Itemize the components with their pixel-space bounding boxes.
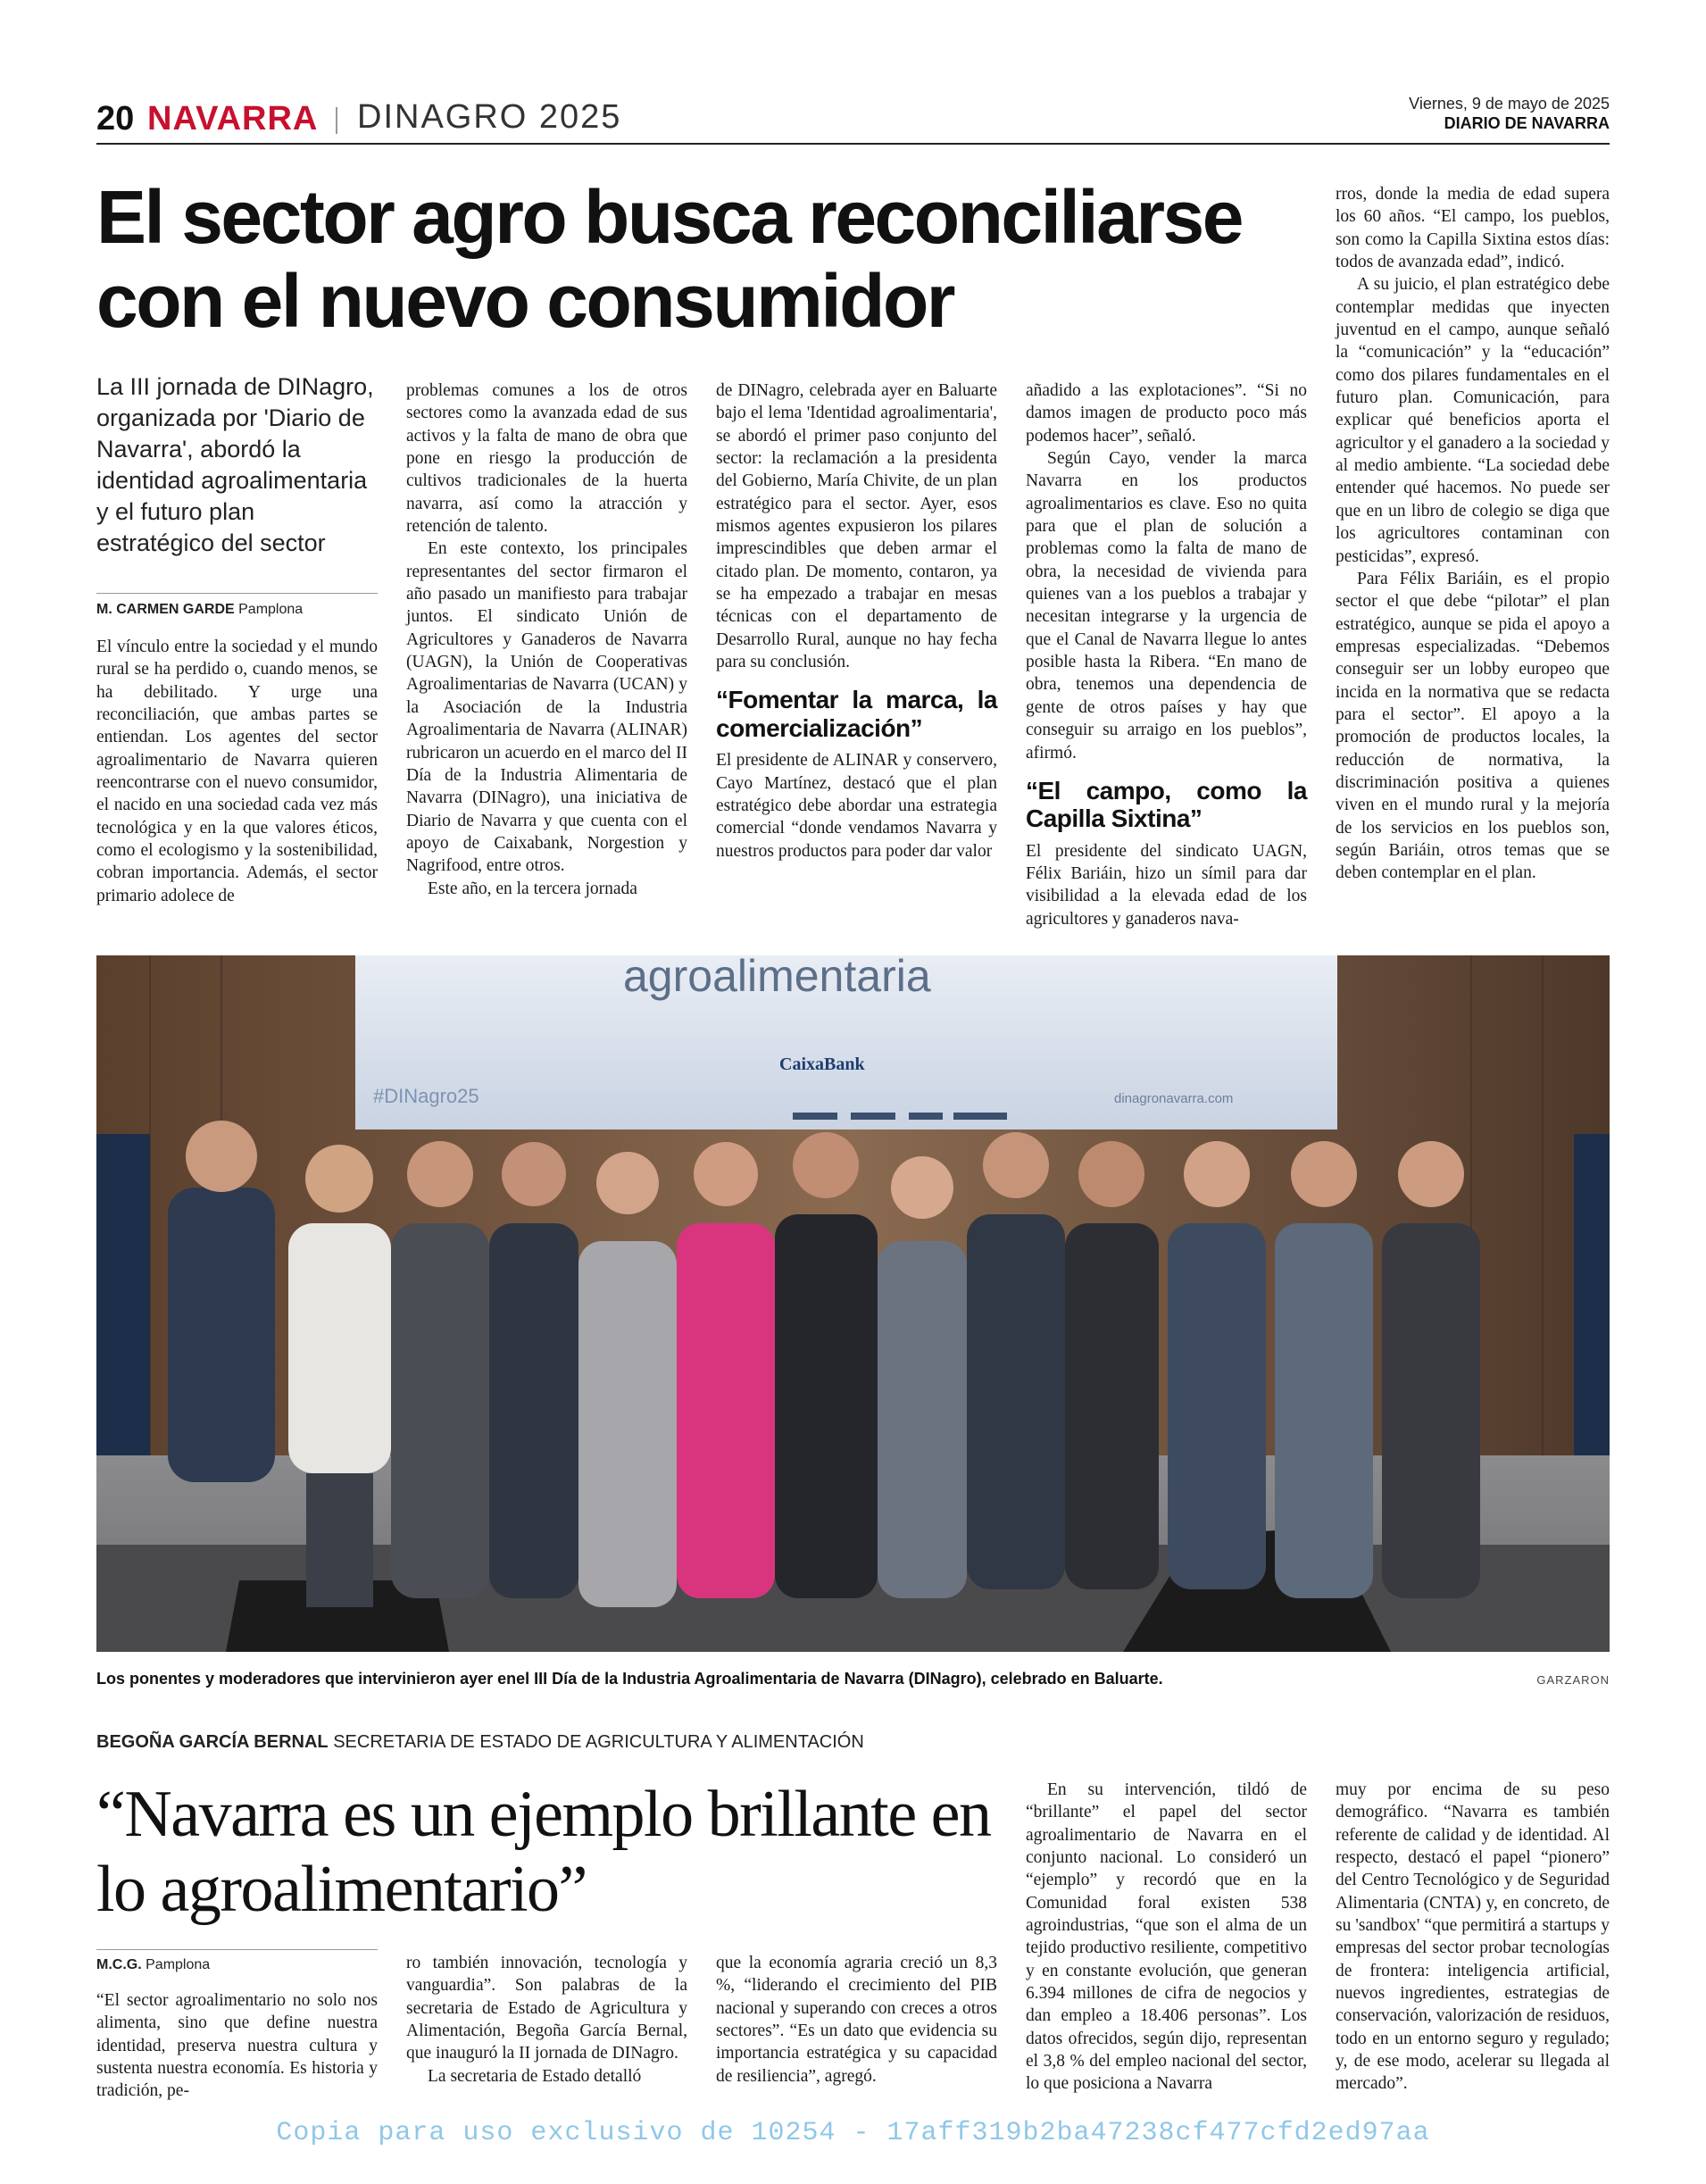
left-banner [96,1134,150,1509]
byline-rule [96,1949,378,1950]
article1-column-2 [406,379,687,900]
kicker-name: BEGOÑA GARCÍA BERNAL [96,1732,329,1752]
article1-column-1 [96,636,378,907]
byline [96,602,303,618]
byline-author: M. CARMEN GARDE [96,602,235,617]
header-separator [336,107,337,134]
article1-column-3 [716,379,997,863]
paragraph: Según Cayo, vender la marca Navarra en los productos agroalimentarios es clave. Eso no quita para que el plan de solución a problemas como la falta de mano de obra, la necesidad de vivienda para quienes van a los pueblos a trabajar y necesitan integrarse y la urgencia de que el Canal de Navarra llegue lo antes posible hasta la Ribera. “En mano de obra, tenemos una dependencia de gente de otros países y hay que conseguir su arraigo en los pueblos”, afirmó. [1026,449,1307,763]
section-title: NAVARRA [147,100,319,138]
paragraph: de DINagro, celebrada ayer en Baluarte bajo el lema 'Identidad agroalimentaria', se abordó el primer paso conjunto del sector: la reclamación a la presidenta del Gobierno, María Chivite, de un plan estratégico para el sector. Ayer, esos mismos agentes expusieron los pilares imprescindibles que deben armar el citado plan. De momento, contaron, ya se ha empezado a trabajar en mesas técnicas con el departamento de Desarrollo Rural, aunque no hay fecha para su conclusión. [716,381,997,672]
paragraph: ro también innovación, tecnología y vanguardia”. Son palabras de la secretaria de Estado de Agricultura y Alimentación, Begoña García Bernal, que inauguró la II jornada de DINagro. [406,1954,687,2063]
paragraph: En este contexto, los principales representantes del sector firmaron el año pasado un manifiesto para trabajar juntos. El sindicato Unión de Agricultores y Ganaderos de Navarra (UAGN), la Unión de Cooperativas Agroalimentarias de Navarra (UCAN) y la Asociación de la Industria Agroalimentaria de Navarra (ALINAR) rubricaron un acuerdo en el marco del II Día de la Industria Alimentaria de Navarra (DINagro), una iniciativa de Diario de Navarra y que cuenta con el apoyo de Caixabank, Norgestion y Nagrifood, entre otros. [406,539,687,876]
article-dek: La III jornada de DINagro, organizada por 'Diario de Navarra', abordó la identidad agroalimentaria y el futuro plan estratégico del sector [96,373,374,557]
photo-caption: Los ponentes y moderadores que intervinieron ayer enel III Día de la Industria Agroalimentaria de Navarra (DINagro), celebrado en Baluarte. [96,1670,1163,1688]
screen-website: dinagronavarra.com [1114,1091,1234,1106]
paragraph: problemas comunes a los de otros sectores como la avanzada edad de sus activos y la falta de mano de obra que pone en riesgo la producción de cultivos tradicionales de la huerta navarra, así como la atracción y retención de talento. [406,381,687,537]
publication-date: Viernes, 9 de mayo de 2025 [1409,95,1610,113]
screen-hashtag: #DINagro25 [373,1085,479,1107]
right-banner [1574,1134,1610,1491]
subhead: “El campo, como la Capilla Sixtina” [1026,776,1307,833]
copy-watermark: Copia para uso exclusivo de 10254 - 17aff319b2ba47238cf477cfd2ed97aa [276,2118,1430,2148]
paragraph: El presidente del sindicato UAGN, Félix Bariáin, hizo un símil para dar visibilidad a la elevada edad de los agricultores y ganaderos nava- [1026,841,1307,929]
group-photo-illustration [96,955,1610,1652]
subsection-title: DINAGRO 2025 [357,98,622,136]
subhead: “Fomentar la marca, la comercialización” [716,686,997,742]
article2-column-5 [1336,1779,1610,2096]
header-rule [96,143,1610,145]
article2-column-2 [406,1952,687,2088]
kicker-role: SECRETARIA DE ESTADO DE AGRICULTURA Y ALIMENTACIÓN [333,1732,864,1752]
byline-rule [96,593,378,594]
article-headline: El sector agro busca reconciliarse con el nuevo consumidor [96,175,1242,344]
paragraph: A su juicio, el plan estratégico debe contemplar medidas que inyecten juventud en el campo, aunque señaló la “comunicación” y la “educación” como dos pilares fundamentales en el futuro plan. Comunicación, para explicar qué beneficios aporta el agricultor y el ganadero a la sociedad y al medio ambiente. “La sociedad debe entender qué hacemos. No puede ser que en un libro de colegio se diga que los agricultores contaminan con pesticidas”, expresó. [1336,275,1610,566]
article2-column-4 [1026,1779,1307,2096]
page-number: 20 [96,100,135,138]
paragraph: En su intervención, tildó de “brillante” el papel del sector agroalimentario de Navarra en el conjunto nacional. Lo consideró un “ejemplo” y recordó que en la Comunidad foral existen 538 agroindustrias, “que son el alma de un tejido productivo resiliente, competitivo y en constante evolución, que generan 6.394 millones de cifra de negocios y dan empleo a 18.406 personas”. Los datos ofrecidos, según dijo, representan el 3,8 % del empleo nacional del sector, lo que posiciona a Navarra [1026,1780,1307,2094]
paragraph: La secretaria de Estado detalló [428,2066,642,2086]
paragraph: rros, donde la media de edad supera los 60 años. “El campo, los pueblos, son como la Capilla Sixtina estos días: todos de avanzada edad”, indicó. [1336,185,1610,272]
byline-place: Pamplona [238,602,304,617]
paragraph: Para Félix Bariáin, es el propio sector el que debe “pilotar” el plan estratégico, aunque se pida el apoyo a empresas especializadas. “Debemos conseguir ser un lobby europeo que incida en la normativa que se redacta para el sector”. El apoyo a la promoción de productos locales, la reducción de normativa, la discriminación positiva a quienes viven en el mundo rural y la mejoría de los servicios en los pueblos son, según Bariáin, otros temas que se deben contemplar en el plan. [1336,569,1610,883]
paragraph: Este año, en la tercera jornada [428,879,637,898]
group-photo [96,955,1610,1652]
paragraph: El presidente de ALINAR y conservero, Cayo Martínez, destacó que el plan estratégico debe abordar una estrategia comercial “donde vendamos Navarra y nuestros productos para poder dar valor [716,751,997,861]
article1-column-5 [1336,183,1610,885]
paragraph: El vínculo entre la sociedad y el mundo rural se ha perdido o, cuando menos, se ha debilitado. Y urge una reconciliación, que ambas partes se entiendan. Los agentes del sector agroalimentario de Navarra quieren reencontrarse con el nuevo consumidor, el nacido en una sociedad cada vez más tecnológica y en la que valores éticos, como el ecologismo y la sostenibilidad, cobran importancia. Además, el sector primario adolece de [96,638,378,905]
article1-column-4 [1026,379,1307,930]
newspaper-name: DIARIO DE NAVARRA [1444,114,1610,132]
article2-column-1 [96,1989,378,2103]
article2-kicker [96,1732,864,1753]
photo-credit: GARZARON [1536,1673,1610,1687]
byline-place: Pamplona [146,1957,211,1972]
article2-headline: “Navarra es un ejemplo brillante en lo agroalimentario” [96,1778,991,1927]
paragraph: muy por encima de su peso demográfico. “Navarra es también referente de calidad y de identidad. Al respecto, destacó el papel “pionero” del Centro Tecnológico y de Seguridad Alimentaria (CNTA) y, en concreto, de su 'sandbox' “que permitirá a startups y empresas del sector probar tecnologías de frontera: inteligencia artificial, nuevos ingredientes, estrategias de conservación, valorización de residuos, todo en un entorno seguro y regulado; y, de ese modo, acelerar su llegada al mercado”. [1336,1780,1610,2094]
paragraph: que la economía agraria creció un 8,3 %, “liderando el crecimiento del PIB nacional y superando con creces a otros sectores”. “Es un dato que evidencia su importancia estratégica y su capacidad de resiliencia”, agregó. [716,1954,997,2086]
article2-column-3 [716,1952,997,2088]
article2-byline [96,1957,210,1973]
screen-sponsor: CaixaBank [779,1054,865,1074]
byline-author: M.C.G. [96,1957,142,1972]
paragraph: añadido a las explotaciones”. “Si no damos imagen de producto poco más podemos hacer”, señaló. [1026,381,1307,446]
screen-text: agroalimentaria [623,955,931,1001]
paragraph: “El sector agroalimentario no solo nos alimenta, sino que define nuestra identidad, preserva nuestra cultura y sustenta nuestra economía. Es historia y tradición, pe- [96,1991,378,2101]
